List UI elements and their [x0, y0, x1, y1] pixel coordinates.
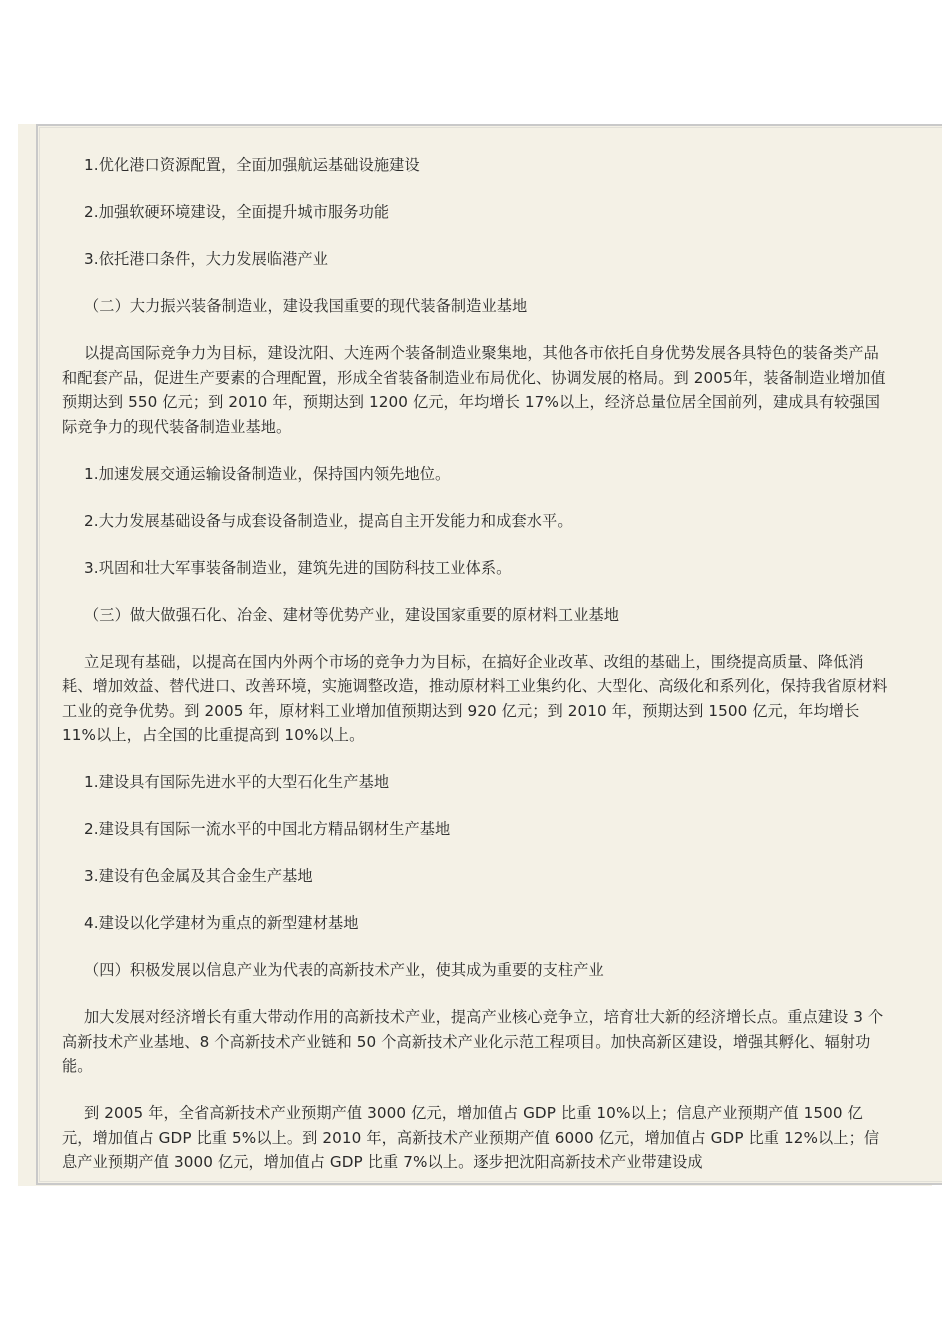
- section-item-military-equipment: 3.巩固和壮大军事装备制造业，建筑先进的国防科技工业体系。: [84, 558, 512, 577]
- document-text-column: [62, 153, 888, 1185]
- document-content-box: [36, 124, 942, 1185]
- paragraph-raw-materials: 立足现有基础，以提高在国内外两个市场的竞争力为目标，在搞好企业改革、改组的基础上，围绕提高质量、降低消耗、增加效益、替代进口、改善环境，实施调整改造，推动原材料工业集约化、大型化、高级化和系列化，保持我省原材料工业的竞争优势。到 2005 年，原材料工业增加值预期达到 920 亿元；到 2010 年，预期达到 1500 亿元，年均增长 11%以上，占全国的比重提高到 10%以上。: [62, 652, 888, 744]
- section-item-port-resources: 1.优化港口资源配置，全面加强航运基础设施建设: [84, 156, 420, 174]
- section-item-basic-equipment: 2.大力发展基础设备与成套设备制造业，提高自主开发能力和成套水平。: [84, 511, 573, 530]
- section-item-building-materials-base: 4.建设以化学建材为重点的新型建材基地: [84, 914, 359, 932]
- section-heading-equipment-manufacturing: （二）大力振兴装备制造业，建设我国重要的现代装备制造业基地: [84, 297, 528, 315]
- section-item-transport-equipment: 1.加速发展交通运输设备制造业，保持国内领先地位。: [84, 464, 451, 483]
- paragraph-high-tech-development: 加大发展对经济增长有重大带动作用的高新技术产业，提高产业核心竞争立，培育壮大新的经济增长点。重点建设 3 个高新技术产业基地、8 个高新技术产业链和 50 个高新技术产业化示范工程项目。加快高新区建设，增强其孵化、辐射功能。: [62, 1008, 884, 1075]
- paragraph-high-tech-targets: 到 2005 年，全省高新技术产业预期产值 3000 亿元，增加值占 GDP 比重 10%以上；信息产业预期产值 1500 亿元，增加值占 GDP 比重 5%以上。到 2010 年，高新技术产业预期产值 6000 亿元，增加值占 GDP 比重 12%以上；信息产业预期产值 3000 亿元，增加值占 GDP 比重 7%以上。逐步把沈阳高新技术产业带建设成: [62, 1104, 880, 1171]
- section-item-petrochemical-base: 1.建设具有国际先进水平的大型石化生产基地: [84, 773, 390, 791]
- section-item-port-industry: 3.依托港口条件，大力发展临港产业: [84, 250, 329, 268]
- section-item-city-services: 2.加强软硬环境建设，全面提升城市服务功能: [84, 203, 390, 221]
- section-heading-high-tech: （四）积极发展以信息产业为代表的高新技术产业，使其成为重要的支柱产业: [84, 961, 604, 979]
- section-heading-raw-materials: （三）做大做强石化、冶金、建材等优势产业，建设国家重要的原材料工业基地: [84, 605, 620, 624]
- paragraph-equipment-manufacturing: 以提高国际竞争力为目标，建设沈阳、大连两个装备制造业聚集地，其他各市依托自身优势发展各具特色的装备类产品和配套产品，促进生产要素的合理配置，形成全省装备制造业布局优化、协调发展的格局。到 2005年，装备制造业增加值预期达到 550 亿元；到 2010 年，预期达到 1200 亿元，年均增长 17%以上，经济总量位居全国前列，建成具有较强国际竞争力的现代装备制造业基地。: [62, 344, 886, 436]
- section-item-nonferrous-base: 3.建设有色金属及其合金生产基地: [84, 867, 313, 885]
- section-item-steel-base: 2.建设具有国际一流水平的中国北方精品钢材生产基地: [84, 820, 451, 838]
